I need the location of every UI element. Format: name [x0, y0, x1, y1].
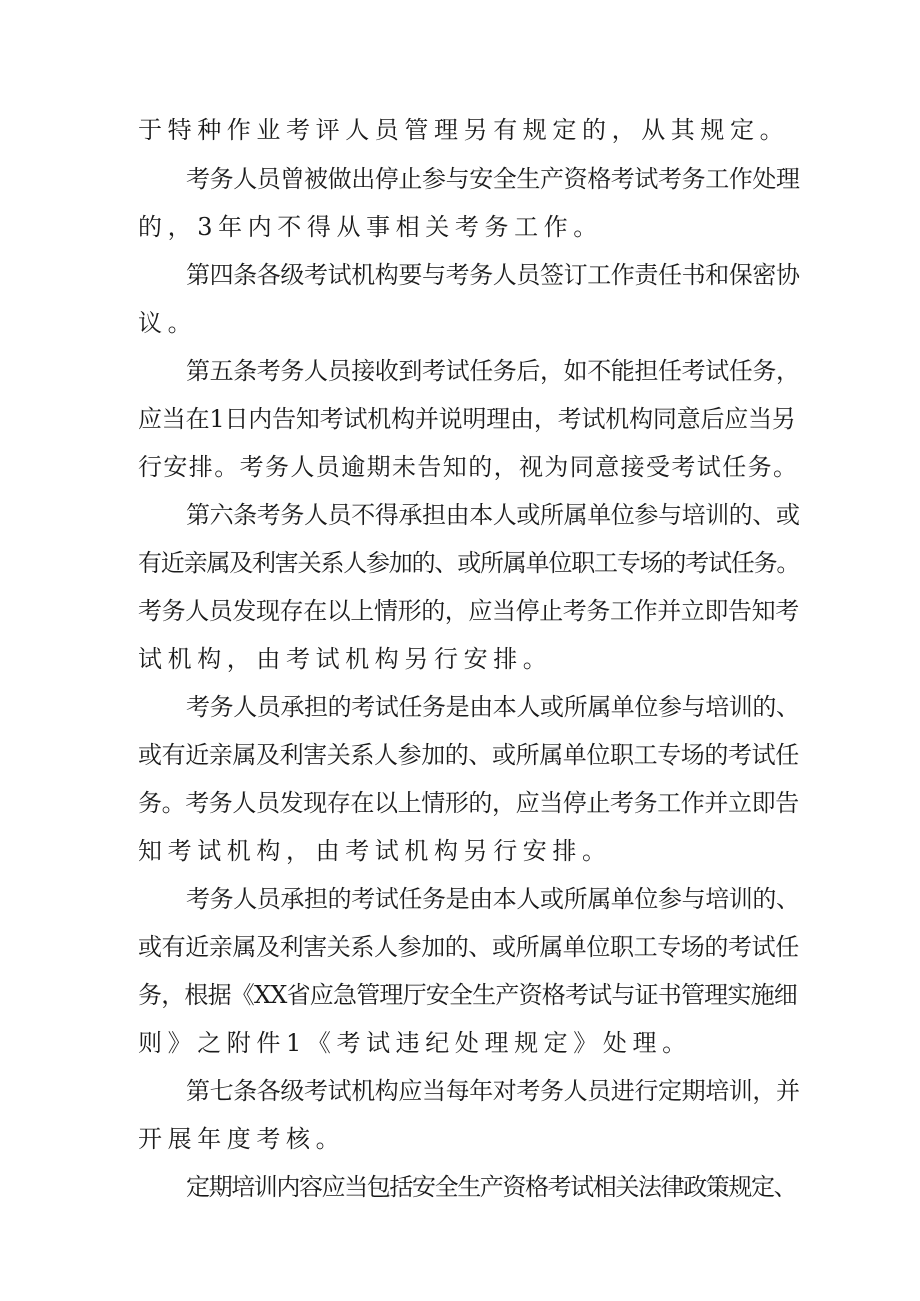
paragraph-first-line: 考务人员承担的考试任务是由本人或所属单位参与培训的、 — [186, 885, 800, 913]
paragraph-first-line: 第四条各级考试机构要与考务人员签订工作责任书和保密协 — [186, 261, 800, 289]
text-line: 则》之附件1《考试违纪处理规定》处理。 — [138, 1029, 692, 1057]
text-line: 务，根据《XX省应急管理厅安全生产资格考试与证书管理实施细 — [138, 981, 797, 1009]
paragraph-first-line: 考务人员承担的考试任务是由本人或所属单位参与培训的、 — [186, 693, 800, 721]
text-line: 考务人员发现存在以上情形的，应当停止考务工作并立即告知考 — [138, 597, 799, 625]
text-line: 于特种作业考评人员管理另有规定的，从其规定。 — [138, 116, 790, 144]
paragraph-first-line: 定期培训内容应当包括安全生产资格考试相关法律政策规定、 — [186, 1173, 797, 1201]
text-line: 或有近亲属及利害关系人参加的、或所属单位职工专场的考试任 — [138, 741, 799, 769]
text-line: 务。考务人员发现存在以上情形的，应当停止考务工作并立即告 — [138, 789, 799, 817]
paragraph-first-line: 考务人员曾被做出停止参与安全生产资格考试考务工作处理 — [186, 165, 800, 193]
text-line: 开展年度考核。 — [138, 1125, 346, 1153]
text-line: 知考试机构，由考试机构另行安排。 — [138, 837, 612, 865]
text-line: 应当在1日内告知考试机构并说明理由，考试机构同意后应当另 — [138, 405, 796, 433]
text-line: 行安排。考务人员逾期未告知的，视为同意接受考试任务。 — [138, 453, 799, 481]
text-line: 试机构，由考试机构另行安排。 — [138, 645, 553, 673]
text-line: 或有近亲属及利害关系人参加的、或所属单位职工专场的考试任 — [138, 933, 799, 961]
text-line: 有近亲属及利害关系人参加的、或所属单位职工专场的考试任务。 — [138, 549, 800, 577]
paragraph-first-line: 第六条考务人员不得承担由本人或所属单位参与培训的、或 — [186, 501, 800, 529]
paragraph-first-line: 第五条考务人员接收到考试任务后，如不能担任考试任务， — [186, 357, 800, 385]
text-line: 议。 — [138, 309, 198, 337]
text-line: 的，3年内不得从事相关考务工作。 — [138, 213, 603, 241]
paragraph-first-line: 第七条各级考试机构应当每年对考务人员进行定期培训，并 — [186, 1077, 800, 1105]
